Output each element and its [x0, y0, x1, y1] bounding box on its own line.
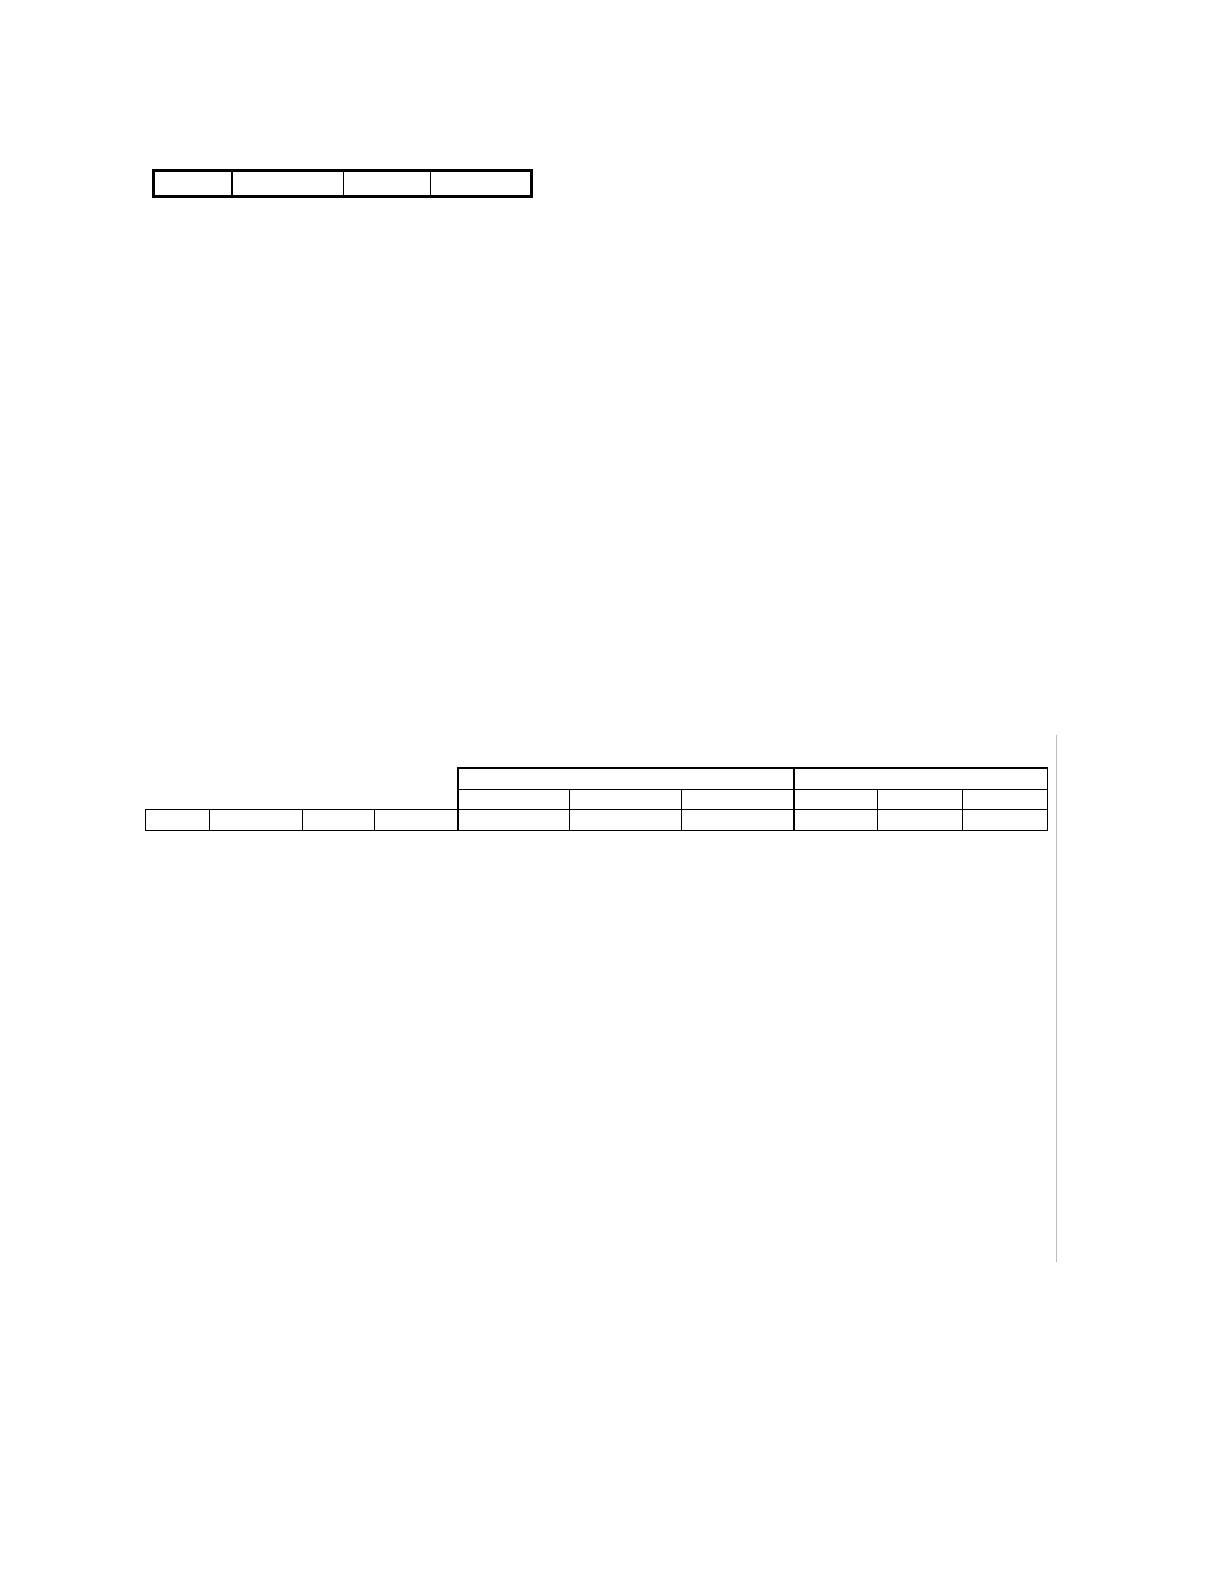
column-header-row [146, 810, 1048, 831]
empty-cell [458, 810, 570, 831]
clustering-worksheet-table [145, 767, 1048, 831]
header-diem-toan [232, 171, 344, 197]
col-cluster-1 [794, 789, 878, 810]
col-centroid-c1 [458, 789, 570, 810]
group-header-row [146, 768, 1048, 789]
header-diem-toan [210, 810, 303, 831]
euclid-group-header [458, 768, 794, 789]
sub-header-row [146, 789, 1048, 810]
header-diem-ly [344, 171, 431, 197]
header-diem-hoa [431, 171, 532, 197]
header-ma-hs [154, 171, 233, 197]
table1-header-row [154, 171, 532, 197]
header-ma-hs [146, 810, 210, 831]
cluster-sub-3 [963, 810, 1048, 831]
empty-cell [570, 810, 682, 831]
blank-cell [146, 768, 458, 789]
blank-cell [146, 789, 458, 810]
sheet-edge-line [1056, 735, 1057, 1262]
col-cluster-2 [878, 789, 963, 810]
student-scores-table [152, 169, 533, 198]
round-group-header [794, 768, 1048, 789]
col-cluster-3 [963, 789, 1048, 810]
empty-cell [682, 810, 794, 831]
col-centroid-c3 [682, 789, 794, 810]
header-diem-hoa [375, 810, 458, 831]
col-centroid-c2 [570, 789, 682, 810]
header-diem-ly [303, 810, 375, 831]
cluster-sub-2 [878, 810, 963, 831]
cluster-sub-1 [794, 810, 878, 831]
